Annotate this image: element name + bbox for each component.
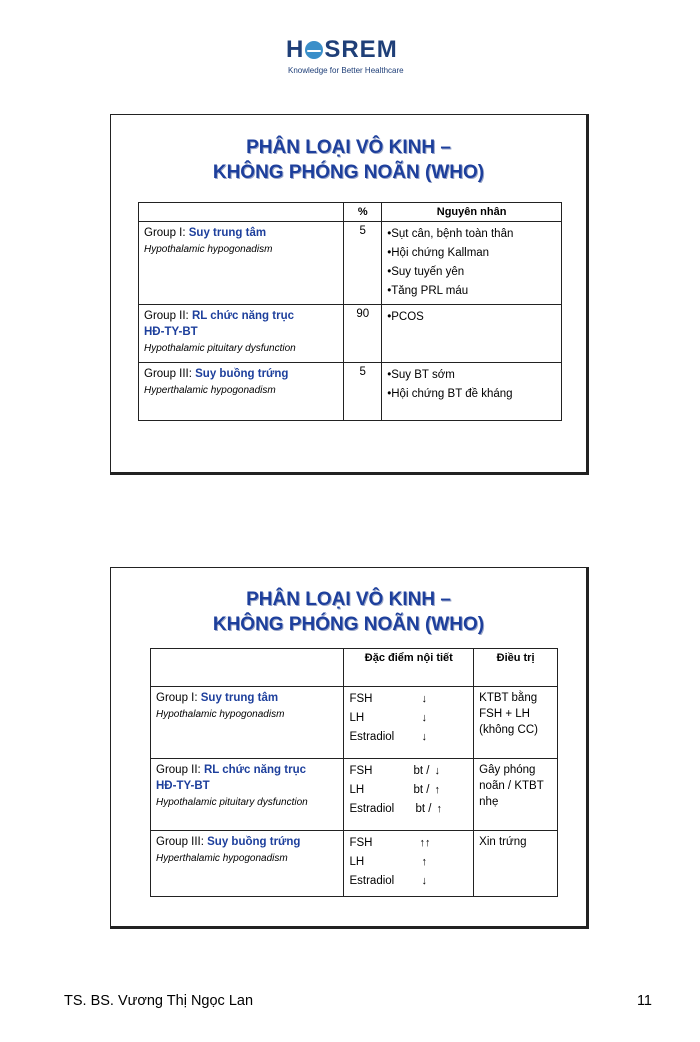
- arrow-down-icon: ↓: [421, 875, 427, 887]
- header-cell-empty: [151, 649, 344, 687]
- group-cell: Group II: RL chức năng trục HĐ-TY-BT Hypothalamic pituitary dysfunction: [139, 305, 344, 363]
- header-cell-endocrine: Đặc điểm nội tiết: [344, 649, 474, 687]
- arrow-up-icon: ↑: [421, 856, 427, 868]
- hosrem-logo: [286, 36, 416, 80]
- arrow-up-icon: ↑: [434, 784, 440, 796]
- hormone-cell: FSH ↓ LH ↓ Estradiol ↓: [344, 687, 474, 759]
- cause-cell: •Suy BT sớm •Hội chứng BT đề kháng: [382, 363, 562, 421]
- arrow-down-icon: ↓: [421, 712, 427, 724]
- table-row: [139, 222, 562, 305]
- arrow-down-icon: ↓: [434, 765, 440, 777]
- cause-cell: •PCOS: [382, 305, 562, 363]
- treatment-cell: Xin trứng: [474, 831, 558, 897]
- arrow-down-icon: ↓: [421, 693, 427, 705]
- percent-cell: 5: [344, 363, 382, 421]
- table-row: [151, 687, 558, 759]
- footer-author: TS. BS. Vương Thị Ngọc Lan: [64, 993, 254, 1009]
- slide-1-table: [138, 202, 562, 421]
- table-row: [139, 363, 562, 421]
- group-cell: Group I: Suy trung tâm Hypothalamic hypogonadism: [139, 222, 344, 305]
- percent-cell: 5: [344, 222, 382, 305]
- header-cell-empty: [139, 203, 344, 222]
- double-arrow-up-icon: ↑↑: [419, 837, 431, 849]
- table-row: [139, 305, 562, 363]
- slide-2-title: PHÂN LOẠI VÔ KINH – KHÔNG PHÓNG NOÃN (WHO): [212, 589, 485, 635]
- group-cell: Group III: Suy buồng trứng Hyperthalamic hypogonadism: [151, 831, 344, 897]
- slide-2: [110, 567, 589, 929]
- globe-icon: [305, 41, 323, 59]
- slide-1-title: PHÂN LOẠI VÔ KINH – KHÔNG PHÓNG NOÃN (WHO): [212, 137, 485, 183]
- arrow-up-icon: ↑: [436, 803, 442, 815]
- logo-tagline: Knowledge for Better Healthcare: [288, 66, 404, 75]
- group-cell: Group I: Suy trung tâm Hypothalamic hypogonadism: [151, 687, 344, 759]
- header-cell-cause: Nguyên nhân: [382, 203, 562, 222]
- arrow-down-icon: ↓: [421, 731, 427, 743]
- group-cell: Group II: RL chức năng trục HĐ-TY-BT Hypothalamic pituitary dysfunction: [151, 759, 344, 831]
- hormone-cell: FSH bt / ↓ LH bt / ↑ Estradiol bt / ↑: [344, 759, 474, 831]
- slide-2-table: [150, 648, 558, 897]
- treatment-cell: KTBT bằng FSH + LH (không CC): [474, 687, 558, 759]
- treatment-cell: Gây phóng noãn / KTBT nhẹ: [474, 759, 558, 831]
- header-cell-treatment: Điều trị: [474, 649, 558, 687]
- page-number: 11: [636, 993, 652, 1009]
- table-row: [151, 831, 558, 897]
- cause-cell: •Sụt cân, bệnh toàn thân •Hội chứng Kallman •Suy tuyến yên •Tăng PRL máu: [382, 222, 562, 305]
- percent-cell: 90: [344, 305, 382, 363]
- table-row: [151, 759, 558, 831]
- slide-1: [110, 114, 589, 475]
- hormone-cell: FSH ↑↑ LH ↑ Estradiol ↓: [344, 831, 474, 897]
- table-header-row: [139, 203, 562, 222]
- table-header-row: [151, 649, 558, 687]
- group-cell: Group III: Suy buồng trứng Hyperthalamic hypogonadism: [139, 363, 344, 421]
- logo-wordmark: H SREM: [286, 36, 398, 63]
- header-cell-percent: %: [344, 203, 382, 222]
